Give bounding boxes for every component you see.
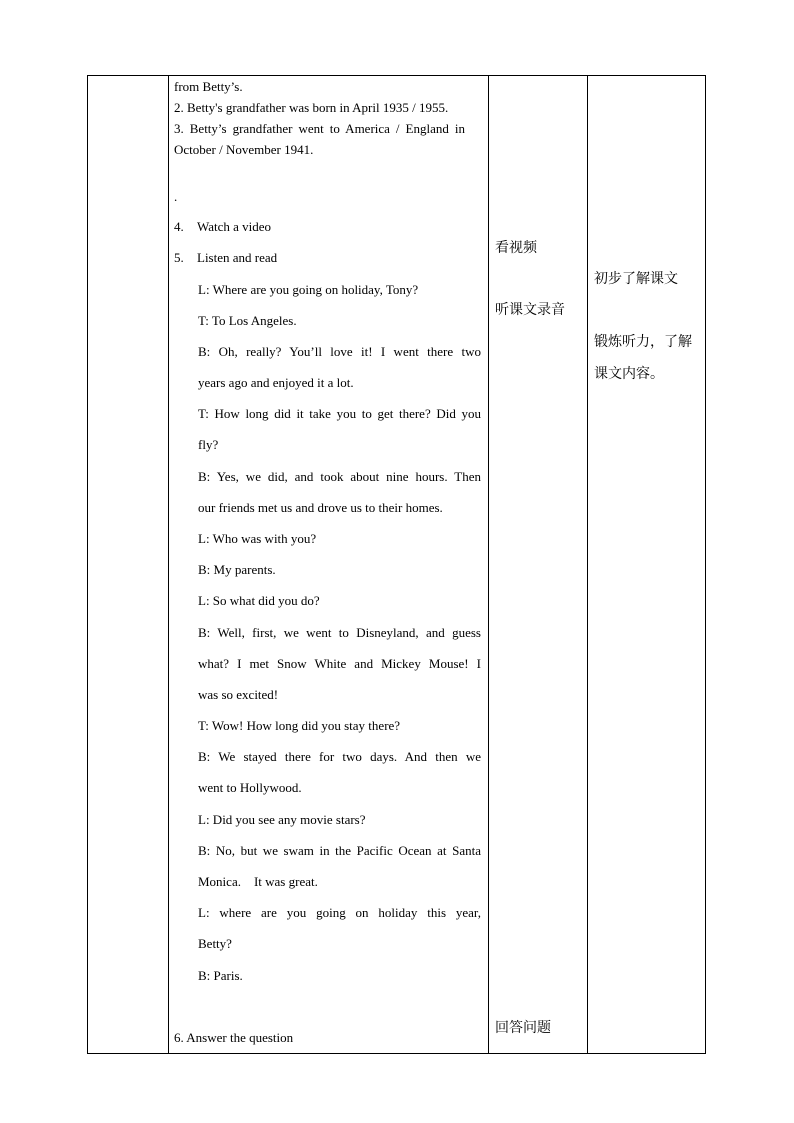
column-divider xyxy=(488,76,489,1053)
column-divider xyxy=(168,76,169,1053)
purpose-listening-line-2: 课文内容。 xyxy=(594,366,664,382)
dialogue-line: years ago and enjoyed it a lot. xyxy=(198,375,354,390)
activity-answer-questions: 回答问题 xyxy=(495,1020,551,1036)
step-6-text: 6. Answer the question xyxy=(174,1030,294,1045)
dialogue-line: B: Well, first, we went to Disneyland, and guess xyxy=(198,625,481,640)
step-5-number: 5. xyxy=(174,250,184,265)
question-2: 2. Betty's grandfather was born in April 1935 / 1955. xyxy=(174,100,449,115)
dialogue-line: T: Wow! How long did you stay there? xyxy=(198,718,401,733)
dialogue-line: L: Did you see any movie stars? xyxy=(198,812,366,827)
activity-watch-video: 看视频 xyxy=(495,240,537,256)
dialogue-line: B: Yes, we did, and took about nine hours. Then xyxy=(198,469,481,484)
dialogue-line: L: where are you going on holiday this year, xyxy=(198,905,481,920)
dialogue-line: L: Who was with you? xyxy=(198,531,317,546)
dialogue-line: B: Paris. xyxy=(198,968,243,983)
dialogue-line: T: To Los Angeles. xyxy=(198,313,297,328)
dialogue-line: L: So what did you do? xyxy=(198,593,320,608)
purpose-understand-text: 初步了解课文 xyxy=(594,271,678,287)
dialogue-line: Betty? xyxy=(198,936,232,951)
dialogue-line: B: My parents. xyxy=(198,562,276,577)
question-3-line-1: 3. Betty’s grandfather went to America / England in xyxy=(174,121,465,136)
dialogue-line: what? I met Snow White and Mickey Mouse! I xyxy=(198,656,481,671)
dialogue-line: Monica. It was great. xyxy=(198,874,318,889)
column-divider xyxy=(587,76,588,1053)
purpose-listening-line-1: 锻炼听力，了解 xyxy=(594,334,692,350)
dialogue-line: L: Where are you going on holiday, Tony? xyxy=(198,282,419,297)
question-1-tail: from Betty’s. xyxy=(174,79,243,94)
dialogue-line: T: How long did it take you to get there? Did you xyxy=(198,406,481,421)
dialogue-line: our friends met us and drove us to their homes. xyxy=(198,500,443,515)
dot-mark: . xyxy=(174,189,178,204)
dialogue-line: B: Oh, really? You’ll love it! I went there two xyxy=(198,344,481,359)
dialogue-line: fly? xyxy=(198,437,219,452)
dialogue-line: went to Hollywood. xyxy=(198,780,302,795)
step-4-number: 4. xyxy=(174,219,184,234)
dialogue-line: was so excited! xyxy=(198,687,279,702)
step-4-text: Watch a video xyxy=(197,219,272,234)
dialogue-line: B: We stayed there for two days. And then we xyxy=(198,749,481,764)
activity-listen-recording: 听课文录音 xyxy=(495,302,565,318)
dialogue-line: B: No, but we swam in the Pacific Ocean at Santa xyxy=(198,843,481,858)
step-5-text: Listen and read xyxy=(197,250,278,265)
question-3-line-2: October / November 1941. xyxy=(174,142,314,157)
